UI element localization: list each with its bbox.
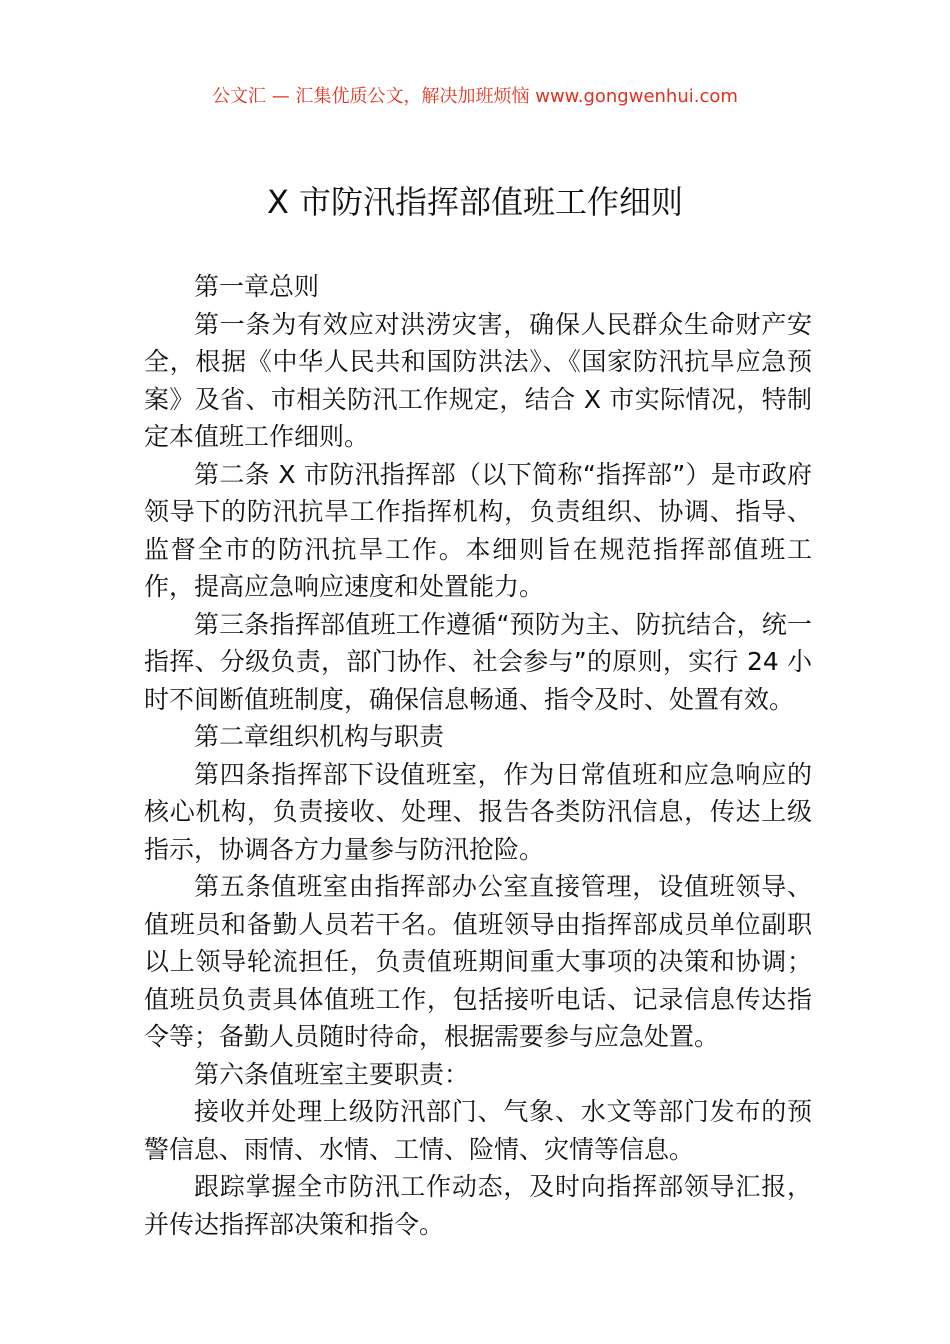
list-item: 跟踪掌握全市防汛工作动态，及时向指挥部领导汇报，并传达指挥部决策和指令。 bbox=[144, 1172, 812, 1239]
article-paragraph: 第四条指挥部下设值班室，作为日常值班和应急响应的核心机构，负责接收、处理、报告各类防汛信息，传达上级指示，协调各方力量参与防汛抢险。 bbox=[144, 759, 812, 864]
article-paragraph: 第五条值班室由指挥部办公室直接管理，设值班领导、值班员和备勤人员若干名。值班领导由指挥部成员单位副职以上领导轮流担任，负责值班期间重大事项的决策和协调；值班员负责具体值班工作，包括接听电话、记录信息传达指令等；备勤人员随时待命，根据需要参与应急处置。 bbox=[144, 872, 812, 1051]
article-paragraph: 第六条值班室主要职责： bbox=[194, 1059, 470, 1089]
list-item: 接收并处理上级防汛部门、气象、水文等部门发布的预警信息、雨情、水情、工情、险情、灾情等信息。 bbox=[144, 1097, 812, 1164]
header-banner: 公文汇 — 汇集优质公文，解决加班烦恼 www.gongwenhui.com bbox=[212, 86, 738, 107]
chapter-heading: 第二章组织机构与职责 bbox=[194, 722, 445, 751]
page-title: X 市防汛指挥部值班工作细则 bbox=[266, 183, 684, 221]
article-paragraph: 第三条指挥部值班工作遵循“预防为主、防抗结合，统一指挥、分级负责，部门协作、社会参与”的原则，实行 24 小时不间断值班制度，确保信息畅通、指令及时、处置有效。 bbox=[144, 609, 812, 714]
article-paragraph: 第一条为有效应对洪涝灾害，确保人民群众生命财产安全，根据《中华人民共和国防洪法》、《国家防汛抗旱应急预案》及省、市相关防汛工作规定，结合 X 市实际情况，特制定本值班工作细则。 bbox=[144, 309, 812, 451]
document-body bbox=[144, 268, 812, 1243]
chapter-heading: 第一章总则 bbox=[194, 272, 320, 301]
article-paragraph: 第二条 X 市防汛指挥部（以下简称“指挥部”）是市政府领导下的防汛抗旱工作指挥机构，负责组织、协调、指导、监督全市的防汛抗旱工作。本细则旨在规范指挥部值班工作，提高应急响应速度和处置能力。 bbox=[144, 459, 812, 601]
